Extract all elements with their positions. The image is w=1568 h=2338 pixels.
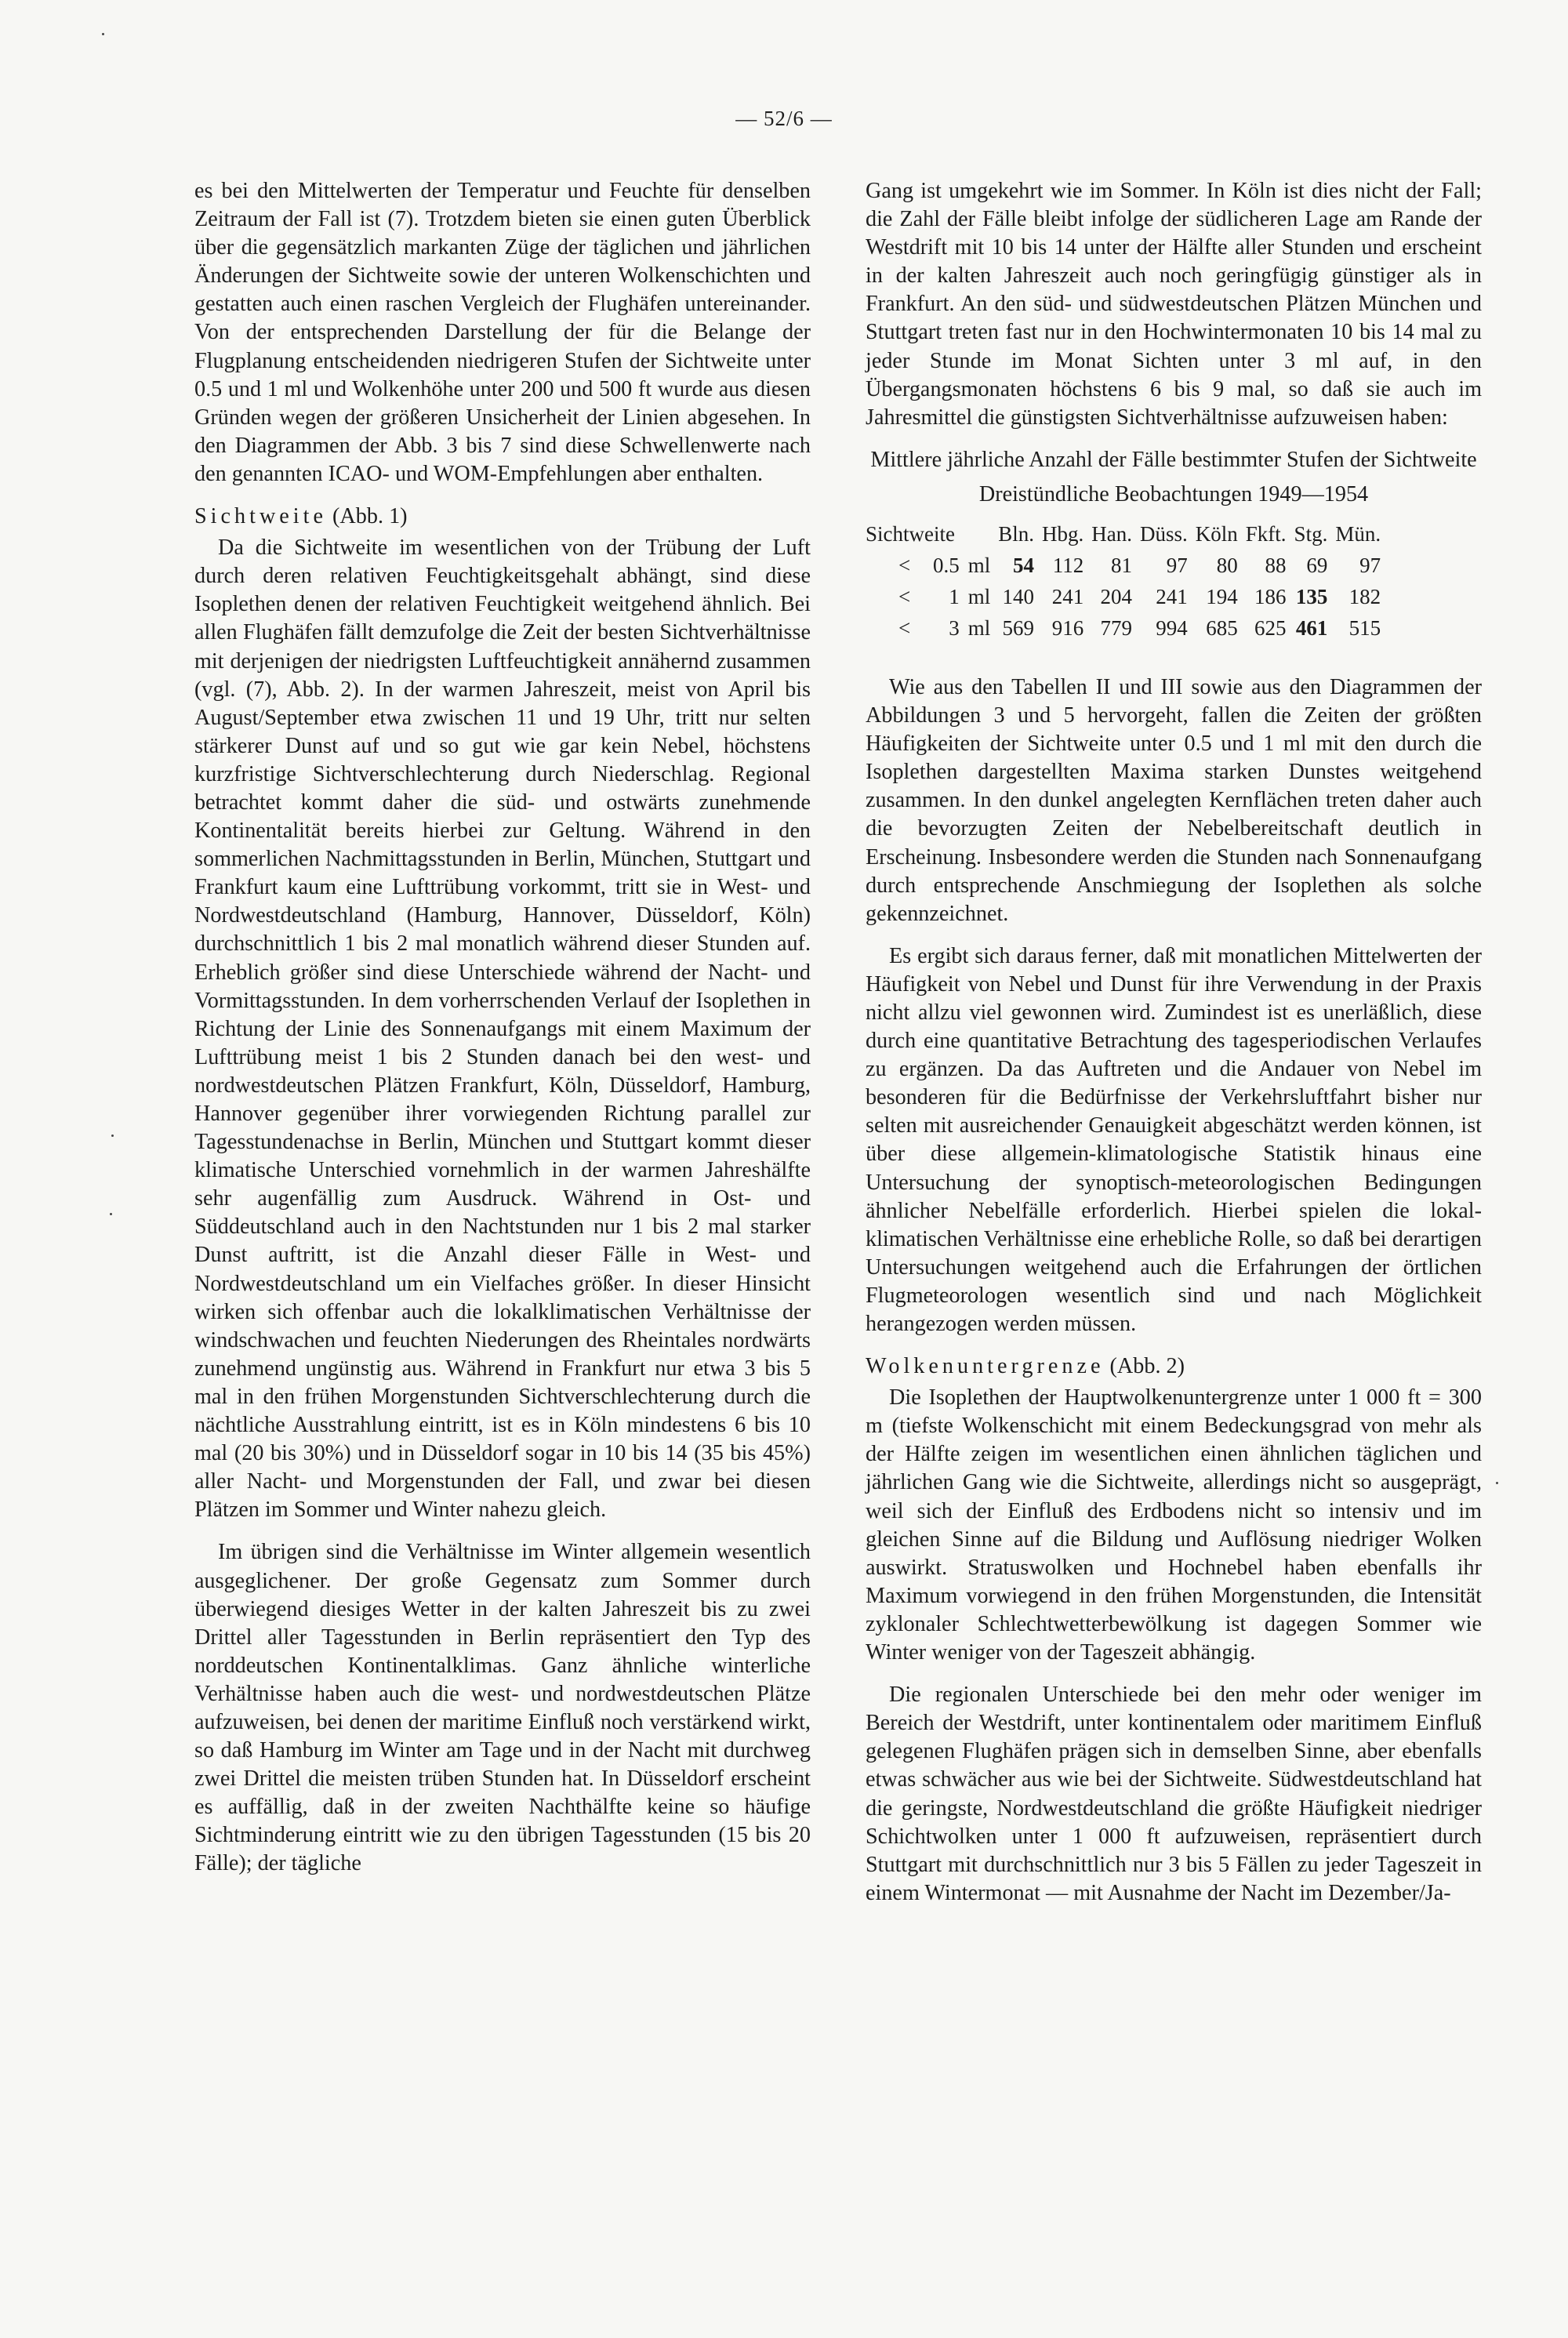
table-cell: 80 — [1216, 553, 1238, 577]
right-paragraph-1: Gang ist umgekehrt wie im Sommer. In Köln ist dies nicht der Fall; die Zahl der Fälle bleibt infolge der südlicheren Lage am Rande der Westdrift mit 10 bis 14 unter der Hälfte aller Stunden und erscheint in der kalten Jahreszeit auch noch geringfügig günstiger als in Frankfurt. An den süd- und südwestdeutschen Plätzen München und Stuttgart treten fast nur in den Hochwintermonaten 10 bis 14 mal zu jeder Stunde im Monat Sichten unter 3 ml auf, in den Übergangsmonaten höchstens 6 bis 9 mal, so daß sie auch im Jahresmittel die günstigsten Sichtverhältnisse aufzuweisen haben: — [866, 179, 1482, 430]
header-stg: Stg. — [1294, 521, 1328, 546]
table-cell: 81 — [1111, 553, 1133, 577]
right-paragraph-2: Wie aus den Tabellen II und III sowie aus den Diagrammen der Abbildungen 3 und 5 hervorgeht, fallen die Zeiten der größten Häufigkeiten der Sichtweite unter 0.5 und 1 ml mit den durch die Isoplethen dargestellten Maxima starken Dunstes weitgehend zusammen. In den dunkel angelegten Kernflächen treten daher auch die bevorzugten Zeiten der Nebelbereitschaft deutlich in Erscheinung. Insbesondere werden die Stunden nach Sonnenaufgang durch entsprechende Anschmiegung der Isoplethen als solche gekennzeichnet. — [866, 674, 1482, 926]
section-heading-sichtweite-ref: (Abb. 1) — [332, 504, 408, 529]
right-paragraph-3: Es ergibt sich daraus ferner, daß mit monatlichen Mittelwerten der Häufigkeit von Nebel und Dunst für ihre Verwendung in der Praxis nicht allzu viel gewonnen wird. Zumindest ist es unerläßlich, diese durch eine quantitative Betrachtung des tagesperiodischen Verlaufes zu ergänzen. Da das Auftreten und die Andauer von Nebel im besonderen für die Bedürfnisse der Verkehrsluftfahrt bisher nur selten mit ausreichender Genauigkeit abgeschätzt werden können, ist über diese allgemein-klimatologische Statistik hinaus eine Untersuchung der synoptisch-meteorologischen Bedingungen ähnlicher Nebelfälle erforderlich. Hierbei spielen die lokal-klimatischen Verhältnisse eine erhebliche Rolle, so daß bei derartigen Untersuchungen weitgehend auch die Erfahrungen der örtlichen Flugmeteorologen wesentlich sind und nach Möglichkeit herangezogen werden müssen. — [866, 943, 1482, 1336]
left-paragraph-1: es bei den Mittelwerten der Temperatur und Feuchte für denselben Zeitraum der Fall ist (7). Trotzdem bieten sie einen guten Überblick über die gegensätzlich markanten Züge der täglichen und jährlichen Änderungen der Sichtweite sowie der unteren Wolkenschichten und gestatten auch einen raschen Vergleich der Flughäfen untereinander. Von der entsprechenden Darstellung der für die Belange der Flugplanung entscheidenden niedrigeren Stufen der Sichtweite unter 0.5 und 1 ml und Wolkenhöhe unter 200 und 500 ft wurde aus diesen Gründen wegen der größeren Unsicherheit der Linien abgesehen. In den Diagrammen der Abb. 3 bis 7 sind diese Schwellenwerte nach den genannten ICAO- und WOM-Empfehlungen aber enthalten. — [194, 179, 811, 486]
table-cell: 685 — [1206, 615, 1238, 640]
table-cell: 241 — [1051, 584, 1084, 608]
table-cell: 916 — [1051, 615, 1084, 640]
table-subtitle: Dreistündliche Beobachtungen 1949—1954 — [978, 481, 1369, 506]
left-paragraph-3: Im übrigen sind die Verhältnisse im Winter allgemein wesentlich ausgeglichener. Der große Gegensatz zum Sommer durch überwiegend diesiges Wetter in der kalten Jahreszeit bis zu zwei Drittel aller Tagesstunden in Berlin repräsentiert den Typ des norddeutschen Kontinentalklimas. Ganz ähnliche winterliche Verhältnisse haben auch die west- und nordwestdeutschen Plätze aufzuweisen, bei denen der maritime Einfluß noch verstärkend wirkt, so daß Hamburg im Winter am Tage und in der Nacht mit durchweg zwei Drittel die meisten trüben Stunden hat. In Düsseldorf erscheint es auffällig, daß in der zweiten Nachthälfte keine so häufige Sichtminderung eintritt wie zu den übrigen Tagesstunden (15 bis 20 Fälle); der tägliche — [194, 1540, 811, 1876]
section-heading-sichtweite-title: Sichtweite — [194, 504, 327, 529]
row-threshold: 1 — [949, 584, 960, 608]
header-koeln: Köln — [1195, 521, 1238, 546]
scan-speck — [110, 1213, 112, 1215]
header-han: Han. — [1091, 521, 1133, 546]
header-fkft: Fkft. — [1245, 521, 1287, 546]
table-cell: 461 — [1295, 615, 1328, 640]
table-title: Mittlere jährliche Anzahl der Fälle bestimmter Stufen der Sichtweite — [870, 447, 1477, 472]
row-symbol: < — [898, 553, 911, 577]
table-cell: 994 — [1156, 615, 1188, 640]
table-row — [866, 581, 1385, 612]
header-duess: Düss. — [1140, 521, 1188, 546]
table-cell: 112 — [1052, 553, 1084, 577]
left-column — [194, 177, 811, 1893]
row-threshold: 3 — [949, 615, 960, 640]
table-cell: 140 — [1002, 584, 1035, 608]
section-heading-wolken — [866, 1352, 1482, 1381]
page-number: — 52/6 — — [735, 107, 833, 130]
table-cell: 186 — [1254, 584, 1287, 608]
left-paragraph-2: Da die Sichtweite im wesentlichen von der Trübung der Luft durch deren relativen Feuchtigkeitsgehalt abhängt, sind diese Isoplethen denen der relativen Feuchtigkeit weitgehend ähnlich. Bei allen Flughäfen fällt demzufolge die Zeit der besten Sichtverhältnisse mit derjenigen der niedrigsten Luftfeuchtigkeit annähernd zusammen (vgl. (7), Abb. 2). In der warmen Jahreszeit, meist von April bis August/September etwa zwischen 11 und 19 Uhr, tritt nur selten stärkerer Dunst auf und so gut wie gar kein Nebel, höchstens kurzfristige Sichtverschlechterung durch Niederschlag. Regional betrachtet kommt daher die süd- und ostwärts zunehmende Kontinentalität bereits hierbei zur Geltung. Während in den sommerlichen Nachmittagsstunden in Berlin, München, Stuttgart und Frankfurt kaum eine Lufttrübung vorkommt, tritt sie in West- und Nordwestdeutschland (Hamburg, Hannover, Düsseldorf, Köln) durchschnittlich 1 bis 2 mal monatlich während dieser Stunden auf. Erheblich größer sind diese Unterschiede während der Nacht- und Vormittagsstunden. In dem vorherrschenden Verlauf der Isoplethen in Richtung der Linie des Sonnenaufgangs mit einem Maximum der Lufttrübung meist 1 bis 2 Stunden danach bei den west- und nordwestdeutschen Plätzen Frankfurt, Köln, Düsseldorf, Hamburg, Hannover gegenüber ihrer vorwiegenden Richtung parallel zur Tagesstundenachse in Berlin, München und Stuttgart kommt dieser klimatische Unterschied vornehmlich in der warmen Jahreshälfte sehr augenfällig zum Ausdruck. Während in Ost- und Süddeutschland auch in den Nachtstunden nur 1 bis 2 mal starker Dunst auftritt, ist die Anzahl dieser Fälle in West- und Nordwestdeutschland um ein Vielfaches größer. In dieser Hinsicht wirken sich offenbar auch die lokalklimatischen Verhältnisse der windschwachen und feuchten Niederungen des Rheintales nordwärts zunehmend ungünstig aus. Während in Frankfurt nur etwa 3 bis 5 mal in den frühen Morgenstunden Sichtverschlechterung durch die nächtliche Ausstrahlung eintritt, ist es in Köln mindestens 6 bis 10 mal (20 bis 30%) und in Düsseldorf sogar in 10 bis 14 (35 bis 45%) aller Nacht- und Morgenstunden der Fall, und zwar bei diesen Plätzen im Sommer und Winter nahezu gleich. — [194, 535, 811, 1523]
header-hbg: Hbg. — [1042, 521, 1084, 546]
right-column — [866, 177, 1482, 1922]
header-muen: Mün. — [1335, 521, 1381, 546]
section-heading-sichtweite — [194, 503, 811, 531]
section-heading-wolken-ref: (Abb. 2) — [1109, 1354, 1185, 1379]
visibility-table — [866, 518, 1385, 644]
row-symbol: < — [898, 584, 911, 608]
table-row — [866, 612, 1385, 644]
scan-speck — [102, 33, 104, 35]
table-cell: 625 — [1254, 615, 1287, 640]
row-unit: ml — [967, 553, 991, 577]
table-cell: 97 — [1166, 553, 1188, 577]
table-cell: 69 — [1306, 553, 1328, 577]
table-cell: 54 — [1013, 553, 1035, 577]
table-cell: 88 — [1265, 553, 1287, 577]
table-cell: 135 — [1295, 584, 1328, 608]
row-threshold: 0.5 — [933, 553, 960, 577]
header-bln: Bln. — [998, 521, 1035, 546]
table-row — [866, 550, 1385, 581]
table-cell: 194 — [1206, 584, 1238, 608]
scan-speck — [1496, 1482, 1498, 1484]
row-unit: ml — [967, 615, 991, 640]
scan-speck — [111, 1135, 114, 1137]
table-cell: 182 — [1348, 584, 1381, 608]
header-sichtweite: Sichtweite — [866, 521, 955, 546]
row-symbol: < — [898, 615, 911, 640]
right-paragraph-5: Die regionalen Unterschiede bei den mehr oder weniger im Bereich der Westdrift, unter kontinentalem oder maritimem Einfluß gelegenen Flughäfen prägen sich in demselben Sinne, aber ebenfalls etwas schwächer aus wie bei der Sichtweite. Südwestdeutschland hat die geringste, Nordwestdeutschland die größte Häufigkeit niedriger Schichtwolken unter 1 000 ft aufzuweisen, repräsentiert durch Stuttgart mit durchschnittlich nur 3 bis 5 Fällen zu jeder Tageszeit in einem Wintermonat — mit Ausnahme der Nacht im Dezember/Ja- — [866, 1683, 1482, 1905]
section-heading-wolken-title: Wolkenuntergrenze — [866, 1354, 1105, 1379]
table-cell: 569 — [1002, 615, 1035, 640]
table-cell: 515 — [1348, 615, 1381, 640]
table-cell: 241 — [1156, 584, 1188, 608]
table-cell: 97 — [1359, 553, 1381, 577]
table-header-row — [866, 518, 1385, 550]
right-paragraph-4: Die Isoplethen der Hauptwolkenuntergrenze unter 1 000 ft = 300 m (tiefste Wolkenschicht mit einem Bedeckungsgrad von mehr als der Hälfte zeigen im wesentlichen einen ähnlichen täglichen und jährlichen Gang wie die Sichtweite, allerdings nicht so ausgeprägt, weil sich der Einfluß des Erdbodens nicht so intensiv und im gleichen Sinne auf die Bildung und Auflösung niedriger Wolken auswirkt. Stratuswolken und Hochnebel haben ebenfalls ihr Maximum vorwiegend in den frühen Morgenstunden, die Intensität zyklonaler Schlechtwetterbewölkung ist dagegen Sommer wie Winter weniger von der Tageszeit abhängig. — [866, 1385, 1482, 1665]
row-unit: ml — [967, 584, 991, 608]
table-cell: 779 — [1100, 615, 1133, 640]
table-cell: 204 — [1100, 584, 1133, 608]
